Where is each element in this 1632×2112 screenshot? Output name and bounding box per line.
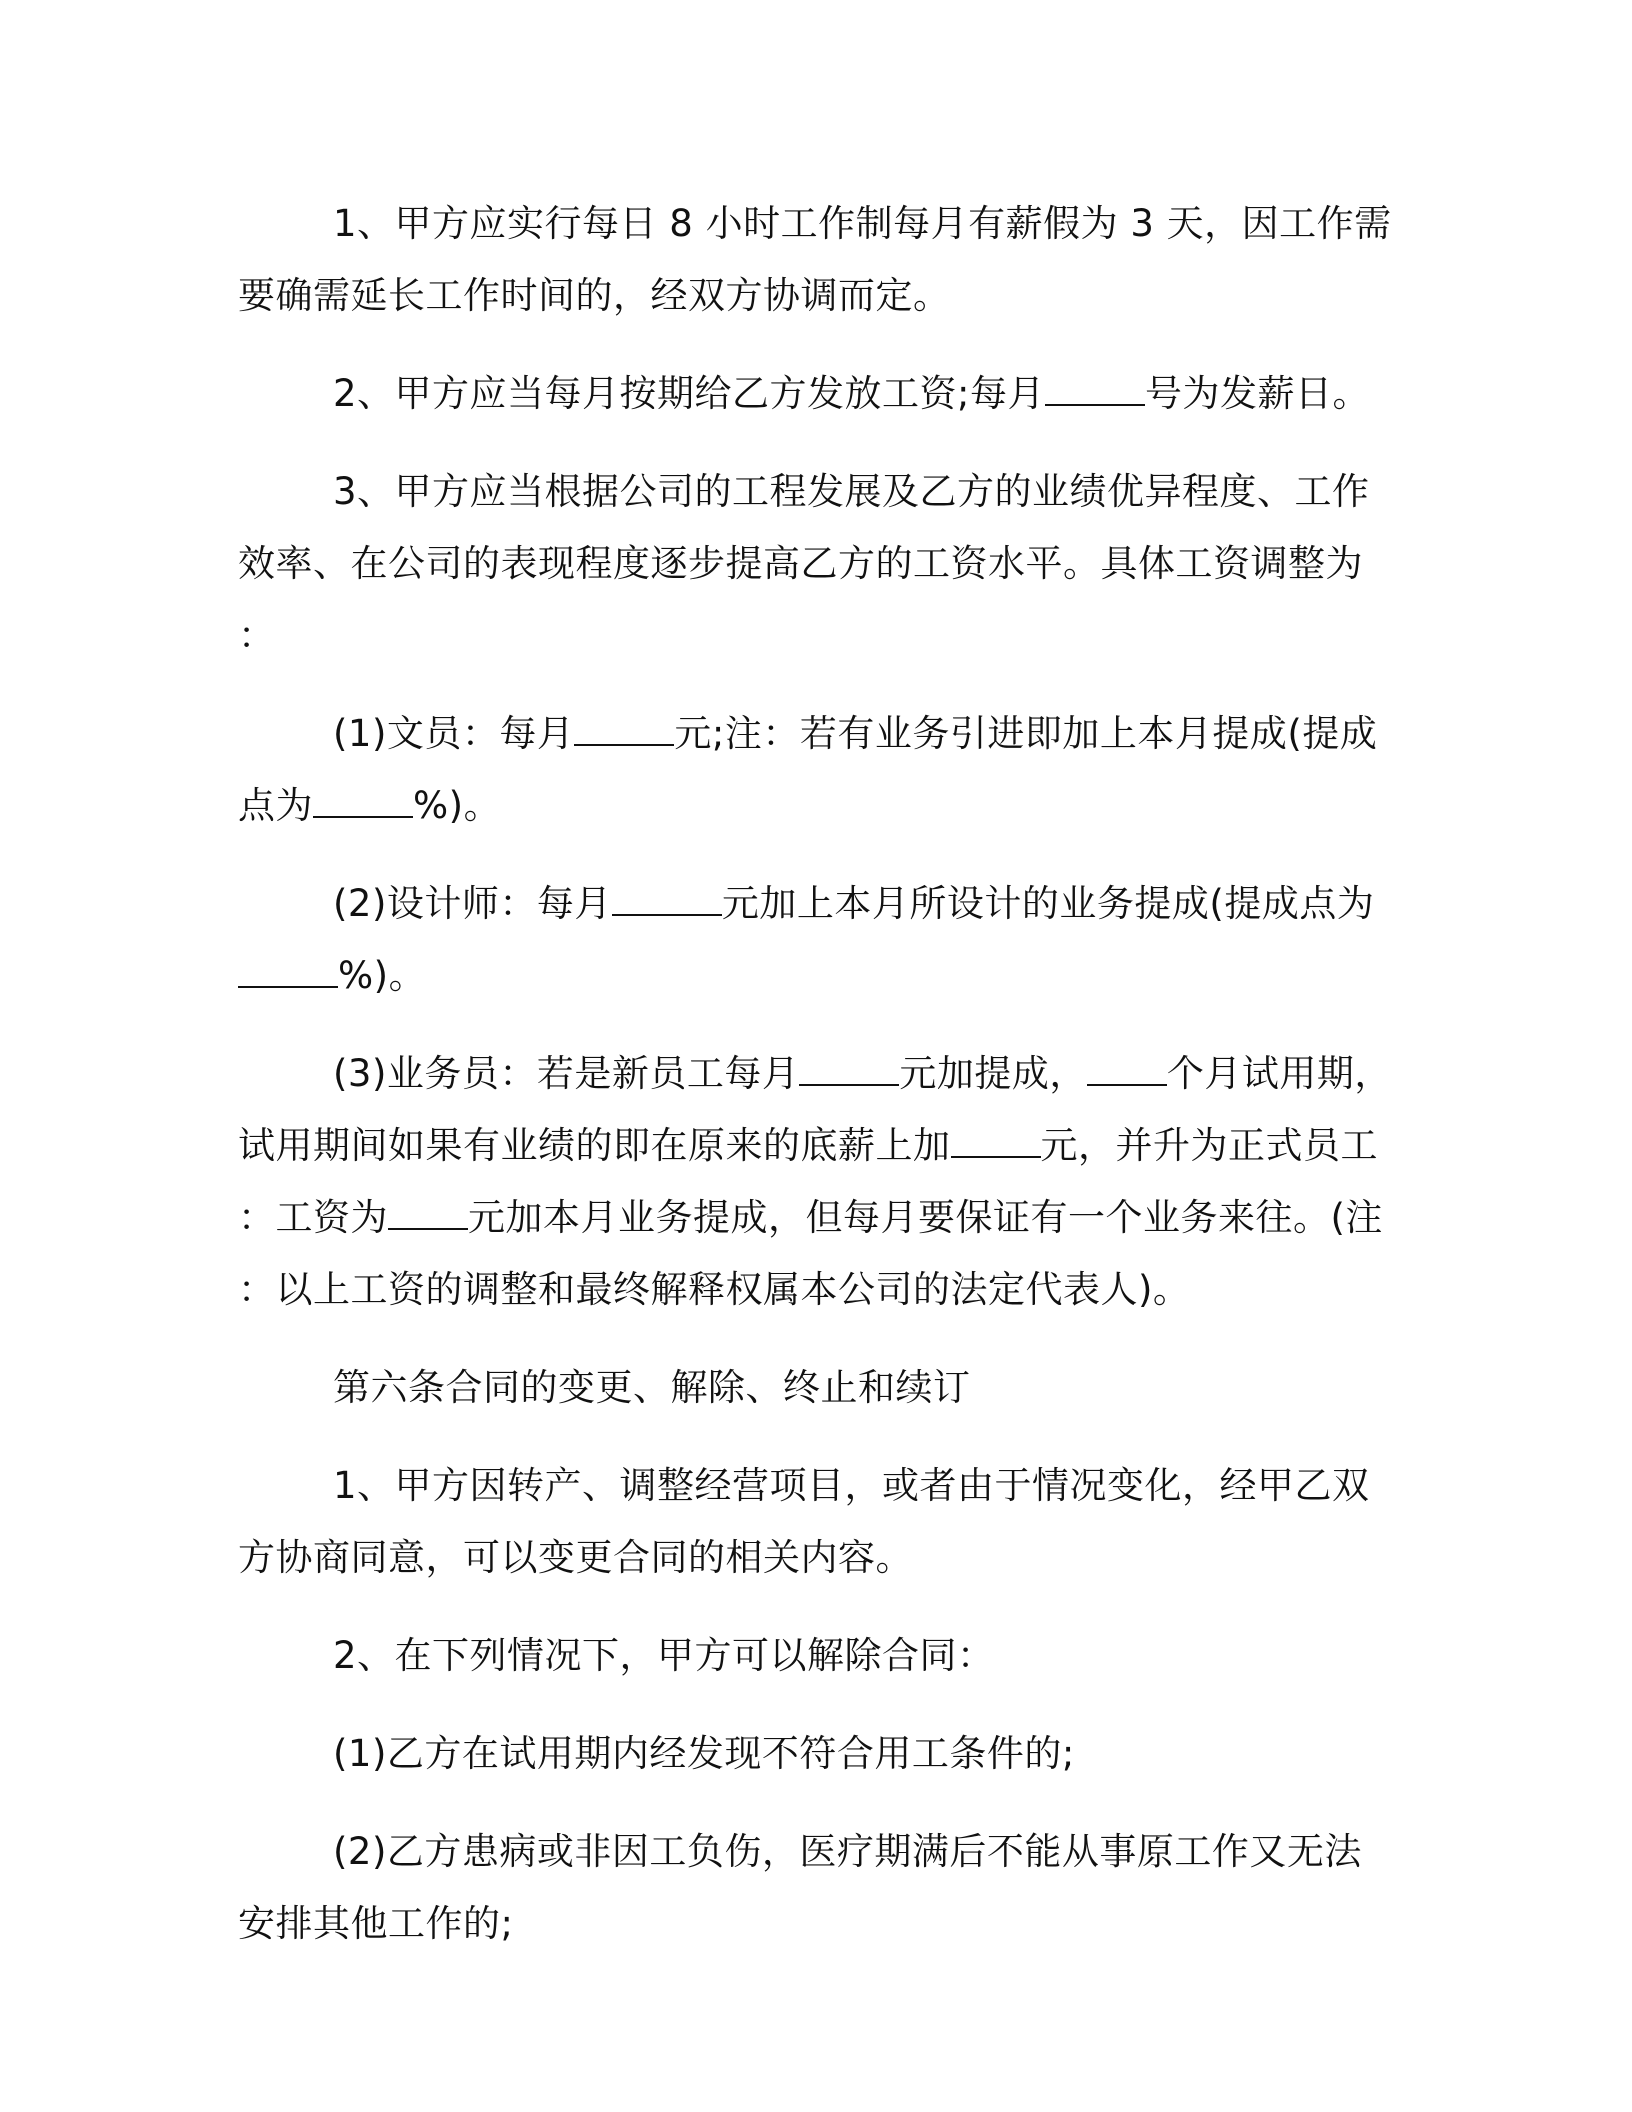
- clerk-text-b: 元;注：若有业务引进即加上本月提成(提成点为: [238, 712, 1378, 827]
- paragraph-salesperson-salary: [238, 1038, 1394, 1326]
- sales-base-blank: [799, 1054, 899, 1086]
- paragraph-salary-adjustment: 3、甲方应当根据公司的工程发展及乙方的业绩优异程度、工作效率、在公司的表现程度逐步提高乙方的工资水平。具体工资调整为：: [238, 470, 1370, 657]
- clerk-text-c: %)。: [413, 784, 502, 827]
- designer-text-a: (2)设计师：每月: [333, 882, 612, 925]
- sales-text-d: 元，并升为正式员工：工资为: [238, 1124, 1378, 1239]
- sales-text-e: 元加本月业务提成，但每月要保证有一个业务来往。(注：以上工资的调整和最终解释权属本公司的法定代表人)。: [238, 1196, 1383, 1311]
- paragraph-probation-unqualified: (1)乙方在试用期内经发现不符合用工条件的;: [333, 1732, 1075, 1775]
- payday-text-b: 号为发薪日。: [1145, 372, 1371, 415]
- document-body: [238, 188, 1394, 1986]
- paragraph-contract-change: 1、甲方因转产、调整经营项目，或者由于情况变化，经甲乙双方协商同意，可以变更合同的相关内容。: [238, 1464, 1370, 1579]
- paragraph-payday: [238, 358, 1394, 430]
- payday-text-a: 2、甲方应当每月按期给乙方发放工资;每月: [333, 372, 1046, 415]
- payday-blank: [1045, 374, 1145, 406]
- paragraph-termination-conditions: 2、在下列情况下，甲方可以解除合同：: [333, 1634, 995, 1677]
- sales-raise-blank: [951, 1126, 1041, 1158]
- sales-regular-salary-blank: [388, 1198, 468, 1230]
- designer-salary-blank: [612, 884, 722, 916]
- section-heading-article-6: 第六条合同的变更、解除、终止和续订: [333, 1366, 971, 1409]
- paragraph-designer-salary: [238, 868, 1394, 1012]
- sales-text-b: 元加提成，: [899, 1052, 1087, 1095]
- sales-text-a: (3)业务员：若是新员工每月: [333, 1052, 800, 1095]
- paragraph-clerk-salary: [238, 698, 1394, 842]
- paragraph-illness-injury: (2)乙方患病或非因工负伤，医疗期满后不能从事原工作又无法安排其他工作的;: [238, 1830, 1362, 1945]
- designer-commission-blank: [238, 956, 338, 988]
- clerk-salary-blank: [574, 714, 674, 746]
- clerk-commission-blank: [313, 786, 413, 818]
- designer-text-b: 元加上本月所设计的业务提成(提成点为: [721, 882, 1375, 925]
- paragraph-work-hours: 1、甲方应实行每日 8 小时工作制每月有薪假为 3 天，因工作需要确需延长工作时间的，经双方协调而定。: [238, 202, 1392, 317]
- clerk-text-a: (1)文员：每月: [333, 712, 575, 755]
- sales-text-c: 个月试用期，试用期间如果有业绩的即在原来的底薪上加: [238, 1052, 1392, 1167]
- sales-probation-months-blank: [1087, 1054, 1167, 1086]
- designer-text-c: %)。: [338, 954, 427, 997]
